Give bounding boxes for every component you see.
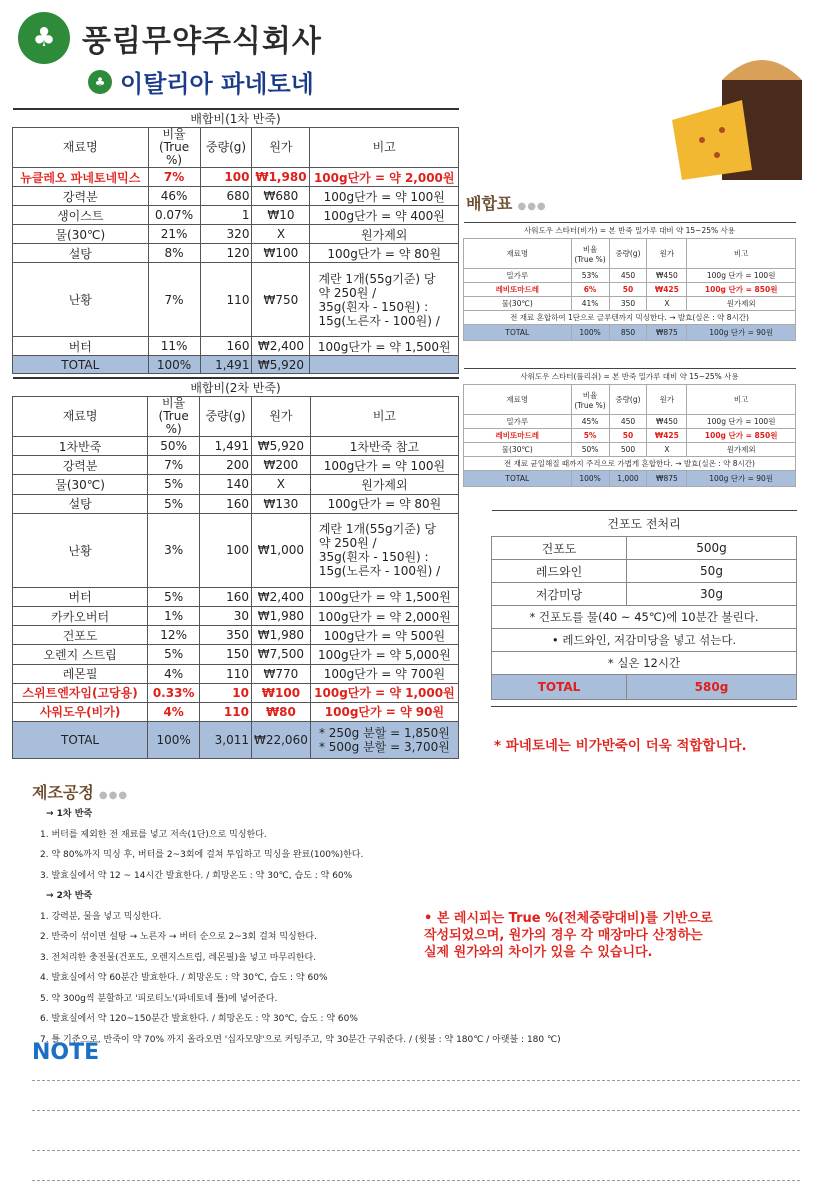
ingredient: 건포도	[492, 537, 627, 560]
table-cell: 21%	[148, 225, 200, 244]
table-cell: 스위트엔자임(고당용)	[13, 683, 148, 702]
table-cell: 5%	[148, 494, 200, 513]
table-caption: 사워도우 스타터(비가) = 본 반죽 밀가루 대비 약 15~25% 사용	[464, 223, 796, 239]
process-step: 3. 전처리한 충전물(건포도, 오렌지스트립, 레몬필)을 넣고 마무리한다.	[40, 952, 317, 963]
note-title: NOTE	[32, 1040, 100, 1065]
company-logo	[18, 12, 322, 64]
column-header: 비고	[687, 385, 796, 415]
tree-icon: ♣	[88, 70, 112, 94]
dots-icon: ●●●	[517, 201, 547, 212]
starter-table-biga	[463, 222, 796, 341]
table-row	[13, 494, 459, 513]
table-cell: 45%	[571, 415, 609, 429]
table-cell: 4%	[148, 702, 200, 721]
table-cell: 난황	[13, 513, 148, 587]
process-step: 3. 발효실에서 약 12 ~ 14시간 발효한다. / 희망온도 : 약 30℃, 습도 : 약 60%	[40, 870, 353, 881]
total-cell: 100%	[571, 325, 609, 341]
mix-section-title	[466, 191, 547, 214]
table-row	[13, 587, 459, 606]
table-cell: 0.33%	[148, 683, 200, 702]
table-cell: X	[647, 297, 687, 311]
table-cell: 사워도우(비가)	[13, 702, 148, 721]
table-cell: 원가제외	[687, 443, 796, 457]
header-row	[13, 397, 459, 437]
table-cell: 1차반죽 참고	[310, 437, 458, 456]
total-cell: ₩22,060	[251, 722, 310, 759]
table-cell: 100g단가 = 약 100원	[310, 187, 459, 206]
table-cell: ₩2,400	[251, 587, 310, 606]
table-row	[13, 263, 459, 337]
table-cell: 카카오버터	[13, 606, 148, 625]
table-cell: ₩10	[252, 206, 310, 225]
header-row	[464, 385, 796, 415]
table-row	[13, 168, 459, 187]
table-cell: ₩7,500	[251, 645, 310, 664]
table-row	[13, 664, 459, 683]
table-cell: 7%	[148, 456, 200, 475]
table-row	[13, 244, 459, 263]
process-step: 2. 반죽이 섞이면 설탕 → 노른자 → 버터 순으로 2~3회 걸쳐 믹싱한다.	[40, 932, 317, 942]
note-row	[464, 457, 796, 471]
column-header: 비율 (True %)	[148, 397, 200, 437]
process-step: 1. 버터를 제외한 전 재료를 넣고 저속(1단)으로 믹싱한다.	[40, 829, 267, 840]
table-row	[13, 645, 459, 664]
table-row	[13, 683, 459, 702]
disclaimer: • 본 레시피는 True %(전체중량대비)를 기반으로 작성되었으며, 원가의 경우 각 매장마다 산정하는 실제 원가와의 차이가 있을 수 있습니다.	[424, 911, 713, 960]
ingredient: 레드와인	[492, 560, 627, 583]
total-row	[464, 471, 796, 487]
total-cell: TOTAL	[464, 471, 572, 487]
total-cell: ₩875	[647, 471, 687, 487]
table-cell: ₩425	[647, 429, 687, 443]
table-cell: 100g단가 = 약 80원	[310, 494, 458, 513]
column-header: 중량(g)	[200, 397, 252, 437]
table-cell: 100g 단가 = 100원	[687, 415, 796, 429]
table-cell: X	[252, 225, 310, 244]
total-row	[464, 325, 796, 341]
column-header: 원가	[252, 128, 310, 168]
section-title: 제조공정	[32, 783, 94, 802]
table-cell: 100g단가 = 약 80원	[310, 244, 459, 263]
table-row	[13, 456, 459, 475]
table-caption: 건포도 전처리	[492, 511, 797, 537]
table-cell: 버터	[13, 337, 149, 356]
table-cell: ₩1,980	[251, 626, 310, 645]
table-cell: ₩5,920	[251, 437, 310, 456]
process-step: 2. 약 80%까지 믹싱 후, 버터를 2~3회에 걸쳐 투입하고 믹싱을 완료(100%)한다.	[40, 850, 364, 860]
table-cell: 오렌지 스트립	[13, 645, 148, 664]
table-cell: 난황	[13, 263, 149, 337]
process-step: 4. 발효실에서 약 60분간 발효한다. / 희망온도 : 약 30℃, 습도 : 약 60%	[40, 973, 328, 983]
table-cell: X	[647, 443, 687, 457]
table-cell: 500	[609, 443, 647, 457]
table-cell: 5%	[148, 475, 200, 494]
table-cell: 밀가루	[464, 415, 572, 429]
total-cell: 100g 단가 = 90원	[687, 471, 796, 487]
table-cell: 160	[200, 494, 252, 513]
table-cell: 100g단가 = 약 700원	[310, 664, 458, 683]
column-header: 원가	[647, 385, 687, 415]
column-header: 비율 (True %)	[571, 239, 609, 269]
total-cell: TOTAL	[13, 722, 148, 759]
table-cell: 계란 1개(55g기준) 당 약 250원 / 35g(흰자 - 150원) : 15g(노른자 - 100원) /	[310, 263, 459, 337]
total-cell	[310, 356, 459, 374]
table-cell: 100g단가 = 약 400원	[310, 206, 459, 225]
table-row	[464, 297, 796, 311]
table-cell: 3%	[148, 513, 200, 587]
table-cell: 계란 1개(55g기준) 당 약 250원 / 35g(흰자 - 150원) : 15g(노른자 - 100원) /	[310, 513, 458, 587]
table-cell: ₩2,400	[252, 337, 310, 356]
column-header: 비율 (True %)	[571, 385, 609, 415]
column-header: 비고	[310, 397, 458, 437]
table-row	[13, 626, 459, 645]
table-row	[13, 702, 459, 721]
column-header: 재료명	[13, 128, 149, 168]
table-row	[13, 187, 459, 206]
dots-icon: ●●●	[98, 790, 129, 801]
total-cell: 1,000	[609, 471, 647, 487]
note-line	[32, 1150, 800, 1151]
column-header: 중량(g)	[609, 385, 647, 415]
table-cell: 53%	[571, 269, 609, 283]
table-cell: 350	[200, 626, 252, 645]
header-row	[464, 239, 796, 269]
total-cell: TOTAL	[13, 356, 149, 374]
table-cell: 50	[609, 429, 647, 443]
total-cell: * 250g 분할 = 1,850원 * 500g 분할 = 3,700원	[310, 722, 458, 759]
table-row	[13, 606, 459, 625]
table-cell: 레비또마드레	[464, 429, 572, 443]
table-cell: 생이스트	[13, 206, 149, 225]
recipe-table-2	[12, 377, 459, 759]
table-cell: ₩1,980	[251, 606, 310, 625]
table-cell: 5%	[148, 645, 200, 664]
table-cell: 50%	[571, 443, 609, 457]
total-cell: 100g 단가 = 90원	[687, 325, 796, 341]
process-step: 6. 발효실에서 약 120~150분간 발효한다. / 희망온도 : 약 30℃, 습도 : 약 60%	[40, 1014, 358, 1024]
table-cell: 100g 단가 = 850원	[687, 283, 796, 297]
table-cell: 원가제외	[687, 297, 796, 311]
amount: 500g	[627, 537, 797, 560]
table-cell: 150	[200, 645, 252, 664]
table-cell: 버터	[13, 587, 148, 606]
table-row	[464, 283, 796, 297]
panettone-photo	[662, 40, 812, 190]
table-cell: 100g 단가 = 850원	[687, 429, 796, 443]
total-cell: 3,011	[200, 722, 252, 759]
table-cell: 10	[200, 683, 252, 702]
total-row	[13, 722, 459, 759]
table-row	[13, 437, 459, 456]
table-cell: 350	[609, 297, 647, 311]
table-cell: 680	[200, 187, 252, 206]
table-cell: 110	[200, 702, 252, 721]
column-header: 재료명	[13, 397, 148, 437]
table-cell: 11%	[148, 337, 200, 356]
table-cell: 5%	[148, 587, 200, 606]
table-cell: 100g단가 = 약 100원	[310, 456, 458, 475]
total-cell: ₩5,920	[252, 356, 310, 374]
table-cell: 41%	[571, 297, 609, 311]
table-row	[13, 475, 459, 494]
total-cell: 100%	[148, 722, 200, 759]
note-line	[32, 1180, 800, 1181]
column-header: 원가	[647, 239, 687, 269]
table-row	[464, 429, 796, 443]
amount: 50g	[627, 560, 797, 583]
table-cell: 레몬필	[13, 664, 148, 683]
table-cell: 450	[609, 269, 647, 283]
total-cell: 850	[609, 325, 647, 341]
table-cell: 6%	[571, 283, 609, 297]
column-header: 비고	[687, 239, 796, 269]
table-cell: 320	[200, 225, 252, 244]
total-row	[13, 356, 459, 374]
table-cell: 12%	[148, 626, 200, 645]
table-cell: 100g단가 = 약 2,000원	[310, 168, 459, 187]
caption-row	[464, 223, 796, 239]
column-header: 원가	[251, 397, 310, 437]
table-row	[13, 337, 459, 356]
total-cell: 1,491	[200, 356, 252, 374]
table-cell: 50	[609, 283, 647, 297]
table-cell: ₩680	[252, 187, 310, 206]
table-cell: ₩100	[251, 683, 310, 702]
total-cell: ₩875	[647, 325, 687, 341]
table-cell: 5%	[571, 429, 609, 443]
table-cell: ₩130	[251, 494, 310, 513]
total-label: TOTAL	[492, 675, 627, 700]
column-header: 비고	[310, 128, 459, 168]
table-caption: 사워도우 스타터(풀리쉬) = 본 반죽 밀가루 대비 약 15~25% 사용	[464, 369, 796, 385]
table-row	[13, 206, 459, 225]
table-cell: 100	[200, 513, 252, 587]
table-cell: 120	[200, 244, 252, 263]
table-cell: 100	[200, 168, 252, 187]
table-cell: 30	[200, 606, 252, 625]
table-cell: 100g단가 = 약 1,500원	[310, 587, 458, 606]
table-cell: 100g단가 = 약 2,000원	[310, 606, 458, 625]
divider	[491, 706, 797, 707]
table-cell: 건포도	[13, 626, 148, 645]
table-row	[13, 513, 459, 587]
note-line	[32, 1110, 800, 1111]
table-row	[464, 415, 796, 429]
table-cell: 140	[200, 475, 252, 494]
prep-note: * 실온 12시간	[492, 652, 797, 675]
table-cell: 1차반죽	[13, 437, 148, 456]
total-cell: 100%	[148, 356, 200, 374]
table-cell: 뉴클레오 파네토네믹스	[13, 168, 149, 187]
table-cell: 물(30℃)	[464, 443, 572, 457]
table-cell: 100g단가 = 약 1,000원	[310, 683, 458, 702]
table-cell: ₩1,980	[252, 168, 310, 187]
process-step: 7. 틀 기준으로, 반죽이 약 70% 까지 올라오면 '십자모양'으로 커팅주고, 약 30분간 구워준다. / (윗불 : 약 180℃ / 아랫불 : 180 ℃)	[40, 1034, 561, 1045]
table-cell: 46%	[148, 187, 200, 206]
process-section-title	[32, 780, 128, 803]
table-caption: 배합비(1차 반죽)	[13, 109, 459, 128]
table-cell: 1%	[148, 606, 200, 625]
table-cell: ₩1,000	[251, 513, 310, 587]
note-row	[464, 311, 796, 325]
table-cell: 100g단가 = 약 500원	[310, 626, 458, 645]
header-row	[13, 128, 459, 168]
table-cell: 100g단가 = 약 90원	[310, 702, 458, 721]
table-cell: ₩200	[251, 456, 310, 475]
column-header: 재료명	[464, 239, 572, 269]
table-cell: 7%	[148, 263, 200, 337]
process-step: → 1차 반죽	[46, 809, 93, 819]
table-cell: ₩450	[647, 415, 687, 429]
table-cell: 물(30℃)	[464, 297, 572, 311]
table-cell: ₩770	[251, 664, 310, 683]
table-caption: 배합비(2차 반죽)	[13, 378, 459, 397]
table-cell: X	[251, 475, 310, 494]
product-title	[88, 64, 314, 99]
tree-icon: ♣	[18, 12, 70, 64]
total-value: 580g	[627, 675, 797, 700]
table-row	[464, 269, 796, 283]
process-step: 5. 약 300g씩 분할하고 '피로티노'(파네토네 틀)에 넣어준다.	[40, 993, 278, 1004]
table-cell: 원가제외	[310, 475, 458, 494]
table-cell: ₩425	[647, 283, 687, 297]
table-cell: 110	[200, 263, 252, 337]
column-header: 중량(g)	[609, 239, 647, 269]
column-header: 재료명	[464, 385, 572, 415]
starter-table-poolish	[463, 368, 796, 487]
product-name: 이탈리아 파네토네	[120, 70, 314, 98]
table-cell: 강력분	[13, 456, 148, 475]
note-line	[32, 1080, 800, 1081]
table-note: 전 재료 균일해질 때까지 주걱으로 가볍게 혼합한다. → 발효(실온 : 약 8시간)	[464, 457, 796, 471]
table-cell: 100g단가 = 약 5,000원	[310, 645, 458, 664]
prep-note: * 건포도를 물(40 ~ 45℃)에 10분간 불린다.	[492, 606, 797, 629]
company-name: 풍림무약주식회사	[82, 24, 322, 59]
amount: 30g	[627, 583, 797, 606]
column-header: 중량(g)	[200, 128, 252, 168]
table-cell: 강력분	[13, 187, 149, 206]
biga-note: * 파네토네는 비가반죽이 더욱 적합합니다.	[494, 738, 747, 754]
table-note: 전 재료 혼합하여 1단으로 글루텐까지 믹싱한다. → 발효(실온 : 약 8시간)	[464, 311, 796, 325]
column-header: 비율 (True %)	[148, 128, 200, 168]
table-row	[13, 225, 459, 244]
table-cell: ₩450	[647, 269, 687, 283]
total-cell: TOTAL	[464, 325, 572, 341]
ingredient: 저감미당	[492, 583, 627, 606]
table-cell: 레비또마드레	[464, 283, 572, 297]
prep-note: • 레드와인, 저감미당을 넣고 섞는다.	[492, 629, 797, 652]
table-cell: 설탕	[13, 494, 148, 513]
table-cell: 1	[200, 206, 252, 225]
table-cell: 1,491	[200, 437, 252, 456]
caption-row	[464, 369, 796, 385]
table-cell: 7%	[148, 168, 200, 187]
table-cell: 설탕	[13, 244, 149, 263]
table-cell: 100g단가 = 약 1,500원	[310, 337, 459, 356]
table-cell: 8%	[148, 244, 200, 263]
table-row	[464, 443, 796, 457]
table-cell: 100g 단가 = 100원	[687, 269, 796, 283]
table-cell: 200	[200, 456, 252, 475]
total-cell: 100%	[571, 471, 609, 487]
table-cell: 160	[200, 337, 252, 356]
table-cell: 밀가루	[464, 269, 572, 283]
table-cell: 0.07%	[148, 206, 200, 225]
table-cell: ₩100	[252, 244, 310, 263]
section-title: 배합표	[466, 194, 513, 213]
table-cell: ₩750	[252, 263, 310, 337]
table-cell: 50%	[148, 437, 200, 456]
table-cell: 110	[200, 664, 252, 683]
raisin-prep-table	[491, 510, 797, 700]
table-cell: 물(30℃)	[13, 225, 149, 244]
table-cell: 160	[200, 587, 252, 606]
table-cell: 물(30℃)	[13, 475, 148, 494]
table-cell: 4%	[148, 664, 200, 683]
process-step: 1. 강력분, 물을 넣고 믹싱한다.	[40, 911, 162, 922]
table-cell: 450	[609, 415, 647, 429]
process-step: → 2차 반죽	[46, 891, 93, 901]
recipe-table-1	[12, 108, 459, 374]
table-cell: ₩80	[251, 702, 310, 721]
table-cell: 원가제외	[310, 225, 459, 244]
